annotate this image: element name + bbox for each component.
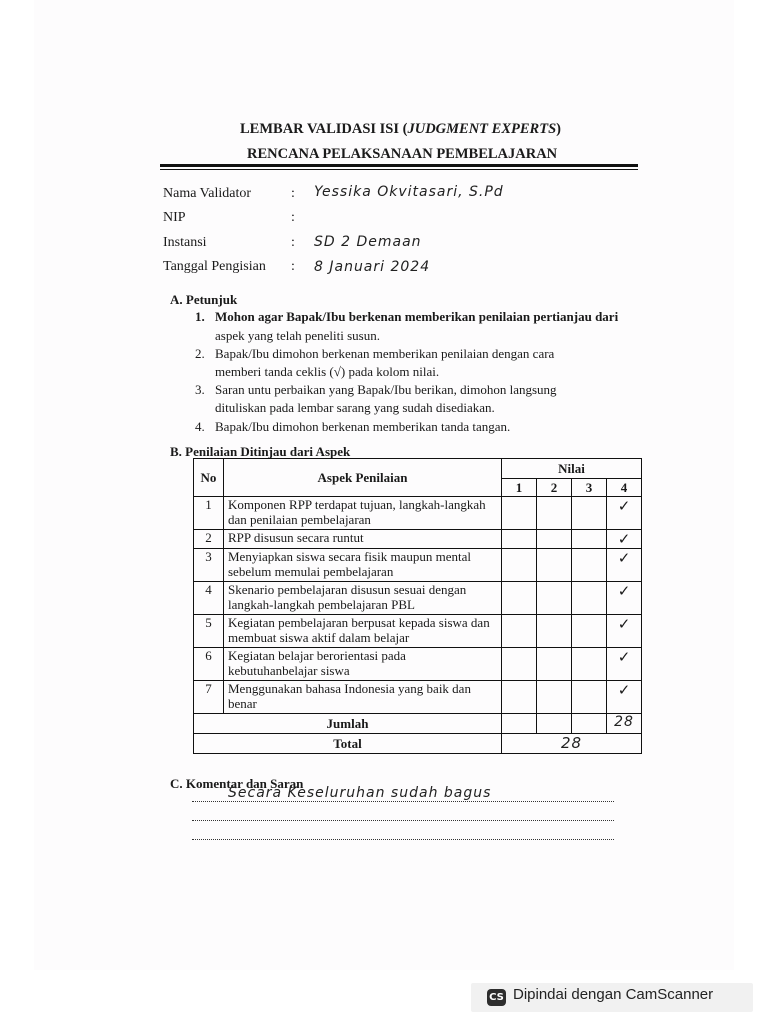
list-item: dituliskan pada lembar sarang yang sudah disediakan. <box>215 400 495 415</box>
row-aspek: Skenario pembelajaran disusun sesuai dengan langkah-langkah pembelajaran PBL <box>224 582 502 615</box>
row-aspek: Komponen RPP terdapat tujuan, langkah-langkah dan penilaian pembelajaran <box>224 497 502 530</box>
row-mark-1 <box>502 549 537 582</box>
check-mark-icon: ✓ <box>607 681 642 714</box>
table-row <box>194 530 642 549</box>
list-item: memberi tanda ceklis (√) pada kolom nilai. <box>215 364 440 379</box>
list-item: Bapak/Ibu dimohon berkenan memberikan penilaian dengan cara <box>215 346 555 361</box>
row-aspek: Menggunakan bahasa Indonesia yang baik dan benar <box>224 681 502 714</box>
row-mark-1 <box>502 497 537 530</box>
header-no: No <box>194 459 224 497</box>
list-item: Bapak/Ibu dimohon berkenan memberikan tanda tangan. <box>215 419 511 434</box>
table-row <box>194 549 642 582</box>
identity-label: Tanggal Pengisian <box>163 259 266 274</box>
row-no: 4 <box>194 582 224 615</box>
row-aspek: RPP disusun secara runtut <box>224 530 502 549</box>
table-row <box>194 681 642 714</box>
row-no: 3 <box>194 549 224 582</box>
list-item: aspek yang telah peneliti susun. <box>215 328 380 343</box>
title-rule-thick <box>160 164 638 167</box>
row-mark-1 <box>502 530 537 549</box>
list-item-number: 2. <box>195 346 205 361</box>
jumlah-row <box>194 714 642 734</box>
row-mark-1 <box>502 582 537 615</box>
row-mark-1 <box>502 648 537 681</box>
check-mark-icon: ✓ <box>607 648 642 681</box>
row-no: 2 <box>194 530 224 549</box>
section-b-heading: B. Penilaian Ditinjau dari Aspek <box>170 444 351 459</box>
comment-line <box>192 801 614 802</box>
identity-label: Instansi <box>163 235 207 250</box>
table-row <box>194 615 642 648</box>
row-aspek: Kegiatan pembelajaran berpusat kepada siswa dan membuat siswa aktif dalam belajar <box>224 615 502 648</box>
total-value: 28 <box>502 734 642 754</box>
row-no: 6 <box>194 648 224 681</box>
tanggal-value: 8 Januari 2024 <box>314 259 431 275</box>
total-row <box>194 734 642 754</box>
jumlah-score-1 <box>502 714 537 734</box>
identity-label: NIP <box>163 210 186 225</box>
jumlah-label: Jumlah <box>194 714 502 734</box>
table-row <box>194 582 642 615</box>
row-mark-3 <box>572 648 607 681</box>
identity-colon: : <box>291 186 295 201</box>
row-no: 7 <box>194 681 224 714</box>
row-mark-1 <box>502 681 537 714</box>
header-aspek: Aspek Penilaian <box>224 459 502 497</box>
list-item: Mohon agar Bapak/Ibu berkenan memberikan penilaian pertianjau dari <box>215 309 619 324</box>
instansi-value: SD 2 Demaan <box>314 234 422 250</box>
header-score-1: 1 <box>502 479 537 497</box>
row-no: 5 <box>194 615 224 648</box>
list-item-number: 3. <box>195 382 205 397</box>
row-mark-3 <box>572 582 607 615</box>
check-mark-icon: ✓ <box>607 549 642 582</box>
header-nilai: Nilai <box>502 459 642 479</box>
jumlah-score-2 <box>537 714 572 734</box>
validator-name-value: Yessika Okvitasari, S.Pd <box>314 184 504 200</box>
row-mark-2 <box>537 615 572 648</box>
row-mark-3 <box>572 530 607 549</box>
camscanner-logo-icon: CS <box>487 989 506 1006</box>
check-mark-icon: ✓ <box>607 530 642 549</box>
check-mark-icon: ✓ <box>607 582 642 615</box>
assessment-table <box>193 458 642 754</box>
scanner-text: Dipindai dengan CamScanner <box>513 986 714 1003</box>
identity-colon: : <box>291 235 295 250</box>
row-aspek: Menyiapkan siswa secara fisik maupun mental sebelum memulai pembelajaran <box>224 549 502 582</box>
row-mark-3 <box>572 615 607 648</box>
total-label: Total <box>194 734 502 754</box>
list-item: Saran untu perbaikan yang Bapak/Ibu berikan, dimohon langsung <box>215 382 557 397</box>
list-item-number: 4. <box>195 419 205 434</box>
row-mark-3 <box>572 681 607 714</box>
jumlah-score-3 <box>572 714 607 734</box>
row-aspek: Kegiatan belajar berorientasi pada kebutuhanbelajar siswa <box>224 648 502 681</box>
header-score-4: 4 <box>607 479 642 497</box>
row-mark-2 <box>537 582 572 615</box>
comment-text: Secara Keseluruhan sudah bagus <box>228 785 492 801</box>
document-subtitle: RENCANA PELAKSANAAN PEMBELAJARAN <box>247 146 558 162</box>
check-mark-icon: ✓ <box>607 615 642 648</box>
list-item-number: 1. <box>195 309 205 324</box>
table-row <box>194 497 642 530</box>
row-no: 1 <box>194 497 224 530</box>
row-mark-2 <box>537 648 572 681</box>
row-mark-2 <box>537 530 572 549</box>
section-a-heading: A. Petunjuk <box>170 292 238 307</box>
comment-line <box>192 839 614 840</box>
row-mark-3 <box>572 497 607 530</box>
row-mark-1 <box>502 615 537 648</box>
row-mark-2 <box>537 681 572 714</box>
header-score-3: 3 <box>572 479 607 497</box>
header-score-2: 2 <box>537 479 572 497</box>
section-c-heading: C. Komentar dan Saran <box>170 776 304 791</box>
table-row <box>194 648 642 681</box>
comment-line <box>192 820 614 821</box>
identity-colon: : <box>291 210 295 225</box>
document-title: LEMBAR VALIDASI ISI (JUDGMENT EXPERTS) <box>240 121 561 137</box>
row-mark-2 <box>537 549 572 582</box>
jumlah-score-4: 28 <box>607 714 642 734</box>
identity-colon: : <box>291 259 295 274</box>
identity-label: Nama Validator <box>163 186 251 201</box>
check-mark-icon: ✓ <box>607 497 642 530</box>
row-mark-2 <box>537 497 572 530</box>
row-mark-3 <box>572 549 607 582</box>
title-rule-thin <box>160 169 638 170</box>
